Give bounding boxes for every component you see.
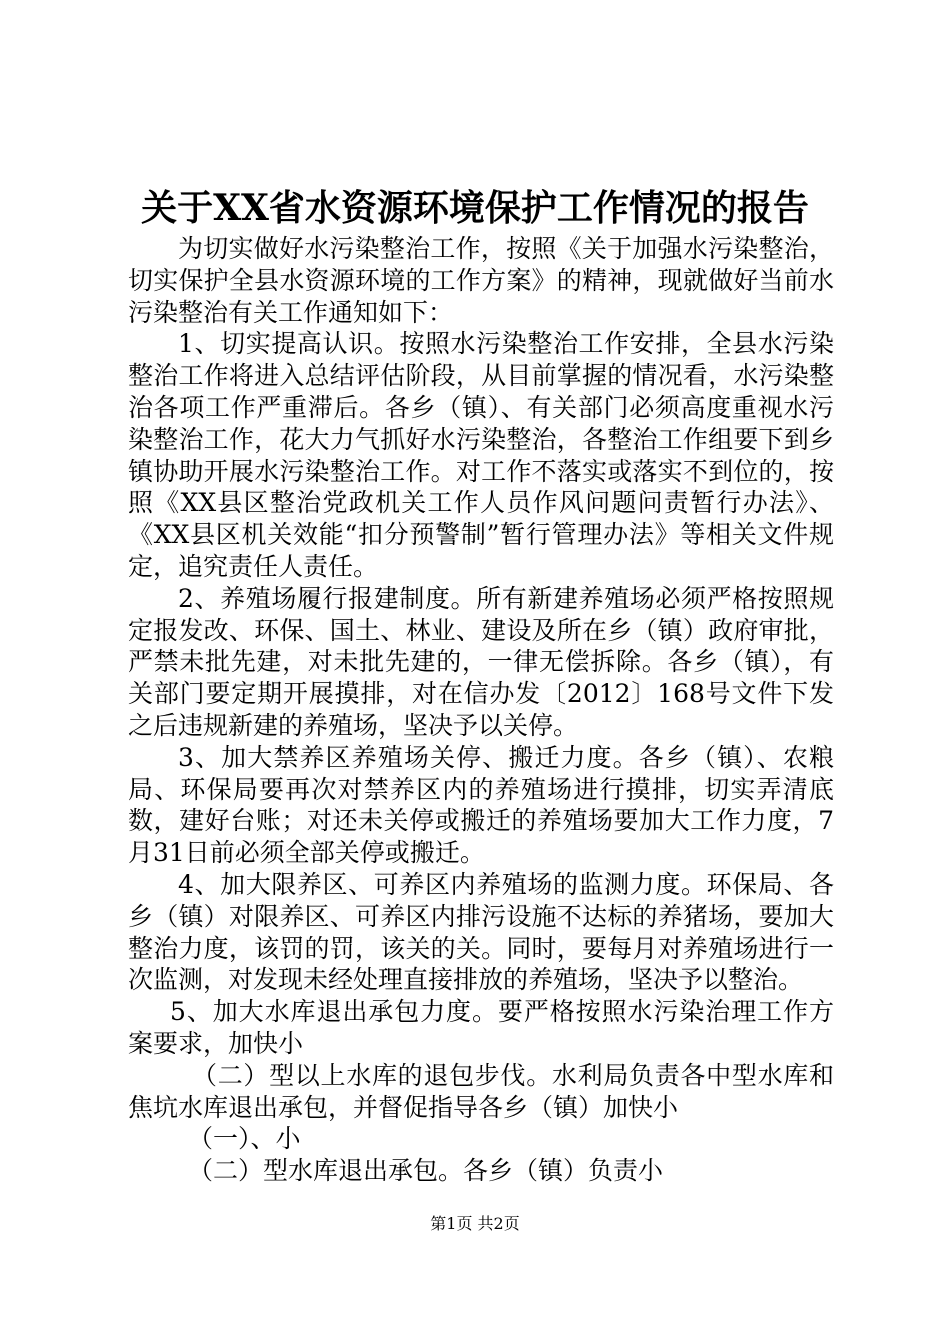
document-title: 关于XX省水资源环境保护工作情况的报告	[141, 187, 809, 229]
paragraph-item-4: 4、加大限养区、可养区内养殖场的监测力度。环保局、各乡（镇）对限养区、可养区内排污设施不达标的养猪场，要加大整治力度，该罚的罚，该关的关。同时，要每月对养殖场进行一次监测，对发现未经处理直接排放的养殖场，坚决予以整治。	[128, 869, 834, 995]
paragraph-sub-2-a: （二）型以上水库的退包步伐。水利局负责各中型水库和焦坑水库退出承包，并督促指导各乡（镇）加快小	[128, 1060, 834, 1122]
paragraph-sub-1: （一）、小	[188, 1124, 301, 1154]
paragraph-item-1: 1、切实提高认识。按照水污染整治工作安排，全县水污染整治工作将进入总结评估阶段，从目前掌握的情况看，水污染整治各项工作严重滞后。各乡（镇）、有关部门必须高度重视水污染整治工作，花大力气抓好水污染整治，各整治工作组要下到乡镇协助开展水污染整治工作。对工作不落实或落实不到位的，按照《XX县区整治党政机关工作人员作风问题问责暂行办法》、《XX县区机关效能“扣分预警制”暂行管理办法》等相关文件规定，追究责任人责任。	[128, 329, 834, 581]
paragraph-intro: 为切实做好水污染整治工作，按照《关于加强水污染整治，切实保护全县水资源环境的工作方案》的精神，现就做好当前水污染整治有关工作通知如下：	[128, 234, 834, 327]
document-body	[128, 233, 834, 1187]
page-footer: 第1页 共2页	[430, 1214, 520, 1233]
paragraph-item-5: 5、加大水库退出承包力度。要严格按照水污染治理工作方案要求，加快小	[128, 997, 834, 1058]
paragraph-item-3: 3、加大禁养区养殖场关停、搬迁力度。各乡（镇）、农粮局、环保局要再次对禁养区内的养殖场进行摸排，切实弄清底数，建好台账；对还未关停或搬迁的养殖场要加大工作力度，7月31日前必须全部关停或搬迁。	[128, 742, 834, 868]
paragraph-sub-2-b: （二）型水库退出承包。各乡（镇）负责小	[188, 1156, 664, 1186]
paragraph-item-2: 2、养殖场履行报建制度。所有新建养殖场必须严格按照规定报发改、环保、国土、林业、建设及所在乡（镇）政府审批，严禁未批先建，对未批先建的，一律无偿拆除。各乡（镇），有关部门要定期开展摸排，对在信办发〔2012〕168号文件下发之后违规新建的养殖场，坚决予以关停。	[128, 583, 834, 740]
